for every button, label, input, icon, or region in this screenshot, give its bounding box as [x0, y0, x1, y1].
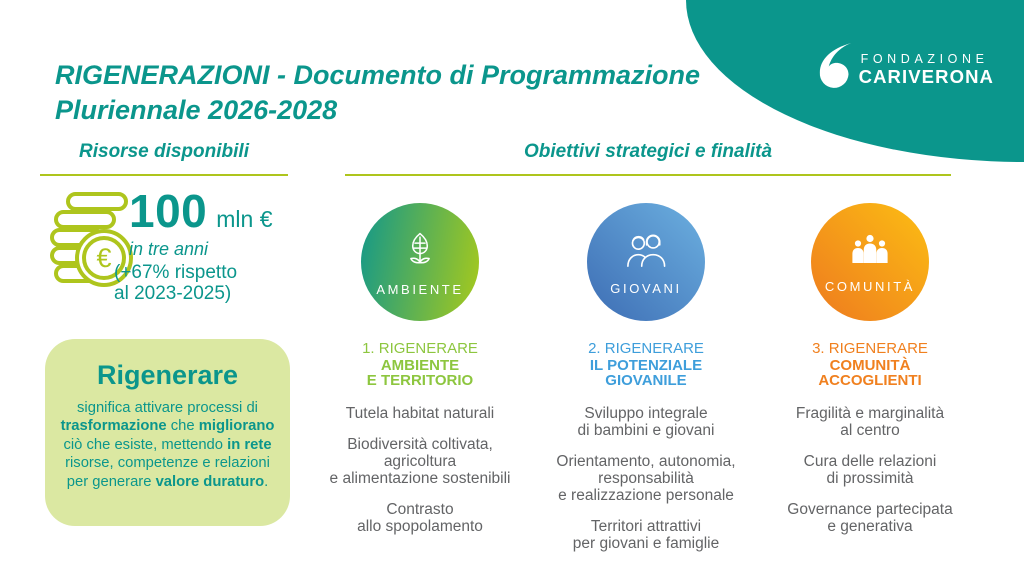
list-item: Contrasto allo spopolamento	[357, 501, 483, 536]
community-icon	[848, 231, 892, 272]
objectives-divider	[345, 174, 951, 176]
list-item: Sviluppo integrale di bambini e giovani	[577, 404, 715, 439]
body-bold: in rete	[227, 436, 272, 453]
objective-column-comunita	[760, 203, 980, 549]
highlight-box	[45, 339, 290, 526]
giovani-items	[536, 405, 756, 552]
comunita-circle	[811, 203, 929, 321]
body-bold: trasformazione	[60, 418, 167, 435]
cariverona-logo-mark-icon	[818, 42, 855, 97]
giovani-number: 2. RIGENERARE	[588, 340, 704, 357]
highlight-box-title: Rigenerare	[96, 360, 239, 390]
amount-period: in tre anni	[129, 239, 209, 259]
cariverona-logo-text	[859, 53, 994, 87]
body-text: ciò che esiste, mettendo	[63, 436, 228, 453]
resources-section-title: Risorse disponibili	[79, 141, 249, 162]
page-title: RIGENERAZIONI - Documento di Programmazione Pluriennale 2026-2028	[55, 60, 701, 126]
body-text: significa attivare processi di	[77, 400, 258, 416]
body-text: .	[264, 473, 269, 490]
ambiente-items	[310, 405, 530, 535]
body-bold: migliorano	[198, 418, 275, 435]
amount-value: 100	[129, 185, 208, 237]
objective-column-giovani	[536, 203, 756, 566]
body-text: risorse, competenze e relazioni per generare	[65, 455, 270, 490]
comunita-badge: COMUNITÀ	[824, 278, 916, 294]
list-item: Territori attrattivi per giovani e famiglie	[572, 518, 720, 553]
list-item: Governance partecipata e generativa	[787, 501, 953, 536]
amount-unit: mln €	[216, 206, 273, 232]
objectives-section-title: Obiettivi strategici e finalità	[523, 141, 773, 162]
ambiente-title: AMBIENTE E TERRITORIO	[366, 357, 474, 390]
youth-icon	[623, 229, 669, 274]
list-item: Tutela habitat naturali	[345, 404, 495, 422]
cariverona-logo	[818, 42, 994, 97]
giovani-badge: GIOVANI	[610, 280, 682, 296]
comunita-items	[760, 405, 980, 535]
list-item: Fragilità e marginalità al centro	[795, 404, 945, 439]
body-bold: valore duraturo	[155, 473, 265, 490]
ambiente-number: 1. RIGENERARE	[362, 340, 478, 357]
objective-column-ambiente	[310, 203, 530, 549]
objectives-section-header	[345, 141, 951, 176]
ambiente-circle	[361, 203, 479, 321]
amount-block	[129, 185, 273, 260]
list-item: Orientamento, autonomia, responsabilità e realizzazione personale	[556, 452, 736, 505]
highlight-box-body	[45, 399, 290, 491]
euro-symbol: €	[96, 243, 112, 273]
logo-line2: CARIVERONA	[858, 66, 994, 87]
resources-section-header	[40, 141, 288, 176]
list-item: Biodiversità coltivata, agricoltura e alimentazione sostenibili	[329, 435, 511, 488]
resources-divider	[40, 174, 288, 176]
body-text: che	[166, 418, 199, 435]
giovani-circle	[587, 203, 705, 321]
comunita-number: 3. RIGENERARE	[812, 340, 928, 357]
comunita-title: COMUNITÀ ACCOGLIENTI	[818, 357, 922, 390]
plant-icon	[400, 228, 440, 275]
amount-note: (+67% rispetto al 2023-2025)	[114, 262, 238, 305]
ambiente-badge: AMBIENTE	[376, 281, 464, 297]
giovani-title: IL POTENZIALE GIOVANILE	[589, 357, 703, 390]
list-item: Cura delle relazioni di prossimità	[803, 452, 937, 488]
logo-line1: FONDAZIONE	[860, 51, 989, 66]
